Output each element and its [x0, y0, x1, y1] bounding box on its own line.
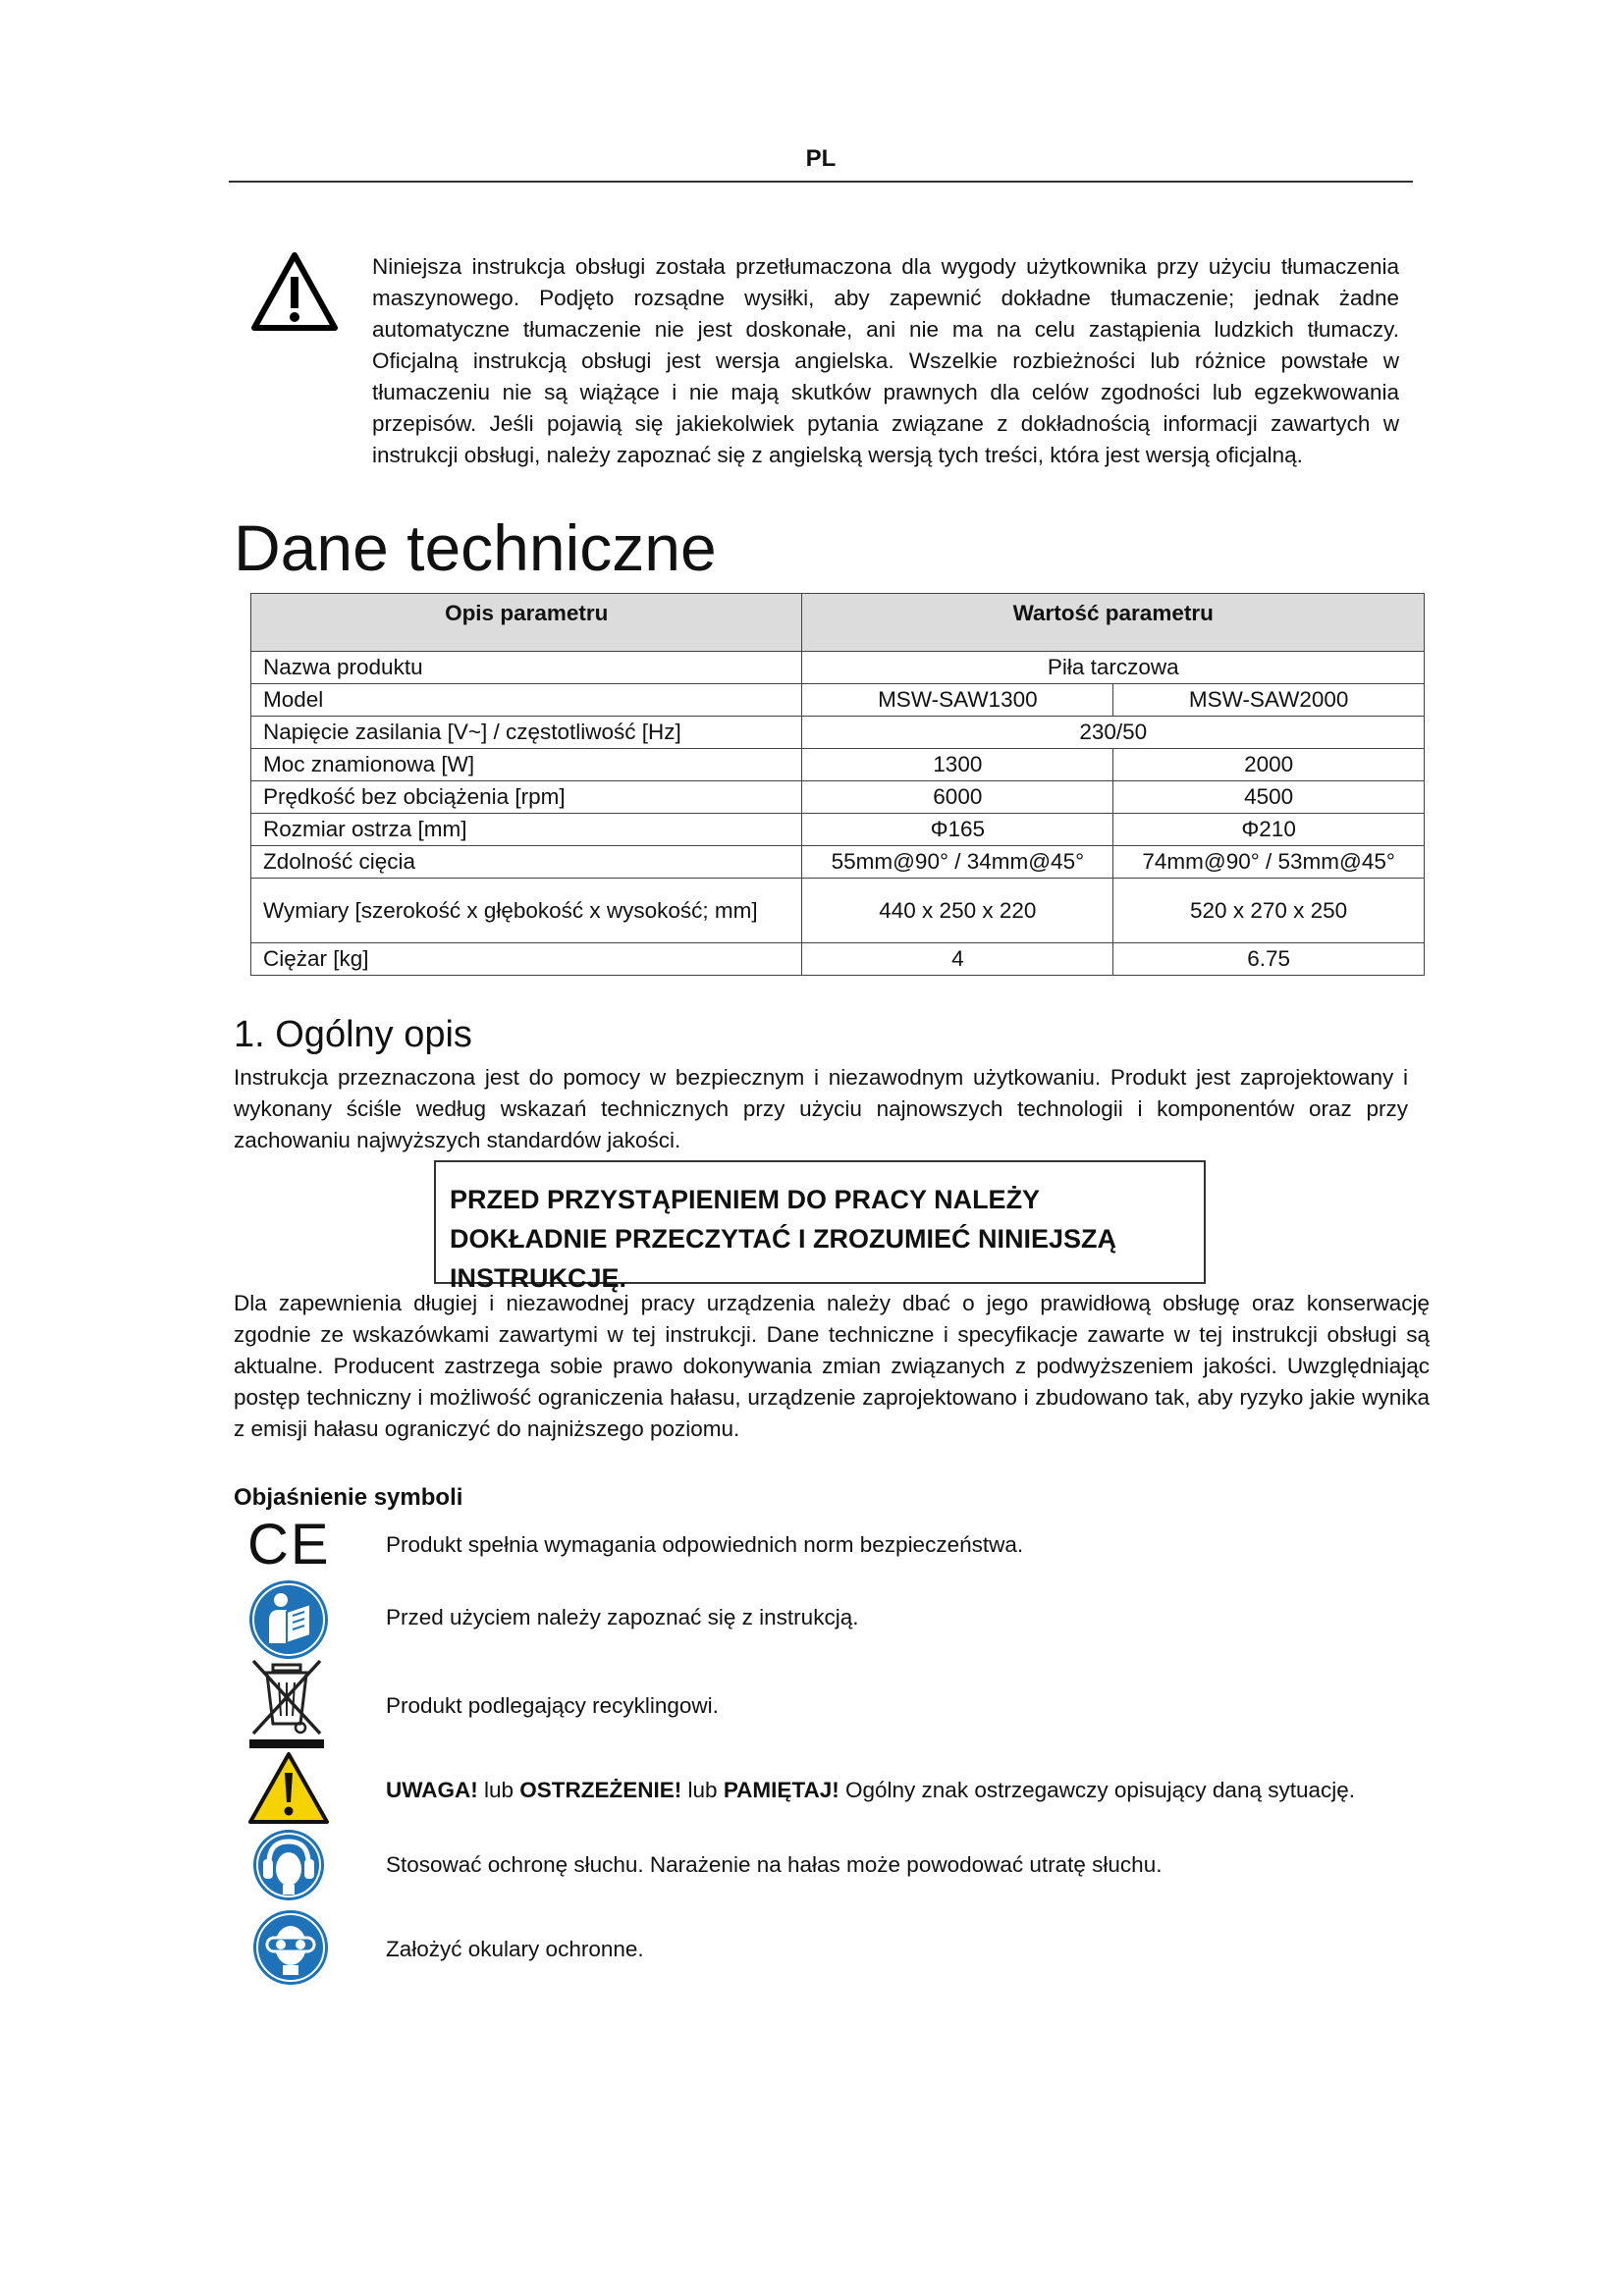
read-instructions-notice: PRZED PRZYSTĄPIENIEM DO PRACY NALEŻY DOKŁADNIE PRZECZYTAĆ I ZROZUMIEĆ NINIEJSZĄ INSTRUKCJĘ. [434, 1160, 1206, 1284]
page-header [229, 139, 1413, 183]
ce-mark-icon: CE [247, 1513, 331, 1576]
value-a: 55mm@90° / 34mm@45° [802, 846, 1113, 879]
table-header-row [251, 594, 1425, 652]
ce-mark-text: Produkt spełnia wymagania odpowiednich norm bezpieczeństwa. [386, 1532, 1024, 1557]
row-label: Nazwa produktu [251, 652, 802, 684]
warning-description: Ogólny znak ostrzegawczy opisujący daną sytuację. [839, 1778, 1356, 1802]
row-label: Rozmiar ostrza [mm] [251, 814, 802, 846]
row-label: Prędkość bez obciążenia [rpm] [251, 781, 802, 814]
row-label: Zdolność cięcia [251, 846, 802, 879]
table-row [251, 846, 1425, 879]
page-title: Dane techniczne [234, 511, 717, 584]
general-warning-icon [247, 1751, 330, 1826]
safety-goggles-text: Założyć okulary ochronne. [386, 1937, 644, 1961]
value-b: 6.75 [1113, 943, 1425, 976]
warning-word-uwaga: UWAGA! [386, 1778, 478, 1802]
value-a: 440 x 250 x 220 [802, 879, 1113, 943]
table-row [251, 814, 1425, 846]
recycle-text: Produkt podlegający recyklingowi. [386, 1693, 719, 1718]
read-manual-icon [247, 1578, 330, 1661]
table-row [251, 717, 1425, 749]
row-value: Piła tarczowa [802, 652, 1425, 684]
row-value: 230/50 [802, 717, 1425, 749]
crossed-bin-icon [245, 1657, 328, 1751]
row-label: Wymiary [szerokość x głębokość x wysokość; mm] [251, 879, 802, 943]
table-row [251, 684, 1425, 717]
read-manual-text: Przed użyciem należy zapoznać się z instrukcją. [386, 1605, 859, 1629]
disclaimer-text: Niniejsza instrukcja obsługi została przetłumaczona dla wygody użytkownika przy użyciu tłumaczenia maszynowego. Podjęto rozsądne wysiłki, aby zapewnić dokładne tłumaczenie; jednak żadne automatyczne tłumaczenie nie jest doskonałe, ani nie ma na celu zastąpienia ludzkich tłumaczy. Oficjalną instrukcją obsługi jest wersja angielska. Wszelkie rozbieżności lub różnice powstałe w tłumaczeniu nie są wiążące i nie mają skutków prawnych dla celów zgodności lub egzekwowania przepisów. Jeśli pojawią się jakiekolwiek pytania związane z dokładnością informacji zawartych w instrukcji obsługi, należy zapoznać się z angielską wersją tych treści, która jest wersją oficjalną. [372, 254, 1399, 467]
section-heading: 1. Ogólny opis [234, 1014, 472, 1055]
value-a: 1300 [802, 749, 1113, 781]
table-row [251, 879, 1425, 943]
value-b: 2000 [1113, 749, 1425, 781]
warning-triangle-icon [250, 251, 339, 332]
warning-text [386, 1775, 1355, 1806]
table-row [251, 652, 1425, 684]
value-a: MSW-SAW1300 [802, 684, 1113, 717]
row-label: Ciężar [kg] [251, 943, 802, 976]
row-label: Moc znamionowa [W] [251, 749, 802, 781]
value-b: 74mm@90° / 53mm@45° [1113, 846, 1425, 879]
value-a: 4 [802, 943, 1113, 976]
value-b: 4500 [1113, 781, 1425, 814]
technical-data-table [250, 593, 1425, 976]
table-row [251, 781, 1425, 814]
safety-goggles-icon [251, 1908, 330, 1987]
warning-word-ostrzezenie: OSTRZEŻENIE! [519, 1778, 682, 1802]
row-label: Napięcie zasilania [V~] / częstotliwość [Hz] [251, 717, 802, 749]
body-paragraph: Dla zapewnienia długiej i niezawodnej pracy urządzenia należy dbać o jego prawidłową obsługę oraz konserwację zgodnie ze wskazówkami zawartymi w tej instrukcji. Dane techniczne i specyfikacje zawarte w tej instrukcji obsługi są aktualne. Producent zastrzega sobie prawo dokonywania zmian związanych z podwyższeniem jakości. Uwzględniając postęp techniczny i możliwość ograniczenia hałasu, urządzenie zaprojektowano i zbudowano tak, aby ryzyko jakie wynika z emisji hałasu ograniczyć do najniższego poziomu. [234, 1291, 1430, 1441]
value-b: 520 x 270 x 250 [1113, 879, 1425, 943]
ear-protection-icon [251, 1828, 326, 1902]
value-b: Φ210 [1113, 814, 1425, 846]
symbols-heading: Objaśnienie symboli [234, 1484, 463, 1511]
header-value: Wartość parametru [802, 594, 1425, 652]
language-code: PL [805, 145, 837, 172]
value-a: 6000 [802, 781, 1113, 814]
header-param: Opis parametru [251, 594, 802, 652]
intro-paragraph: Instrukcja przeznaczona jest do pomocy w bezpiecznym i niezawodnym użytkowaniu. Produkt jest zaprojektowany i wykonany ściśle według wskazań technicznych przy użyciu najnowszych technologii i komponentów oraz przy zachowaniu najwyższych standardów jakości. [234, 1065, 1408, 1152]
warning-word-pamietaj: PAMIĘTAJ! [723, 1778, 839, 1802]
row-label: Model [251, 684, 802, 717]
ear-protection-text: Stosować ochronę słuchu. Narażenie na hałas może powodować utratę słuchu. [386, 1852, 1163, 1877]
table-row [251, 749, 1425, 781]
table-row [251, 943, 1425, 976]
or-text: lub [477, 1778, 520, 1802]
or-text: lub [681, 1778, 724, 1802]
value-b: MSW-SAW2000 [1113, 684, 1425, 717]
value-a: Φ165 [802, 814, 1113, 846]
